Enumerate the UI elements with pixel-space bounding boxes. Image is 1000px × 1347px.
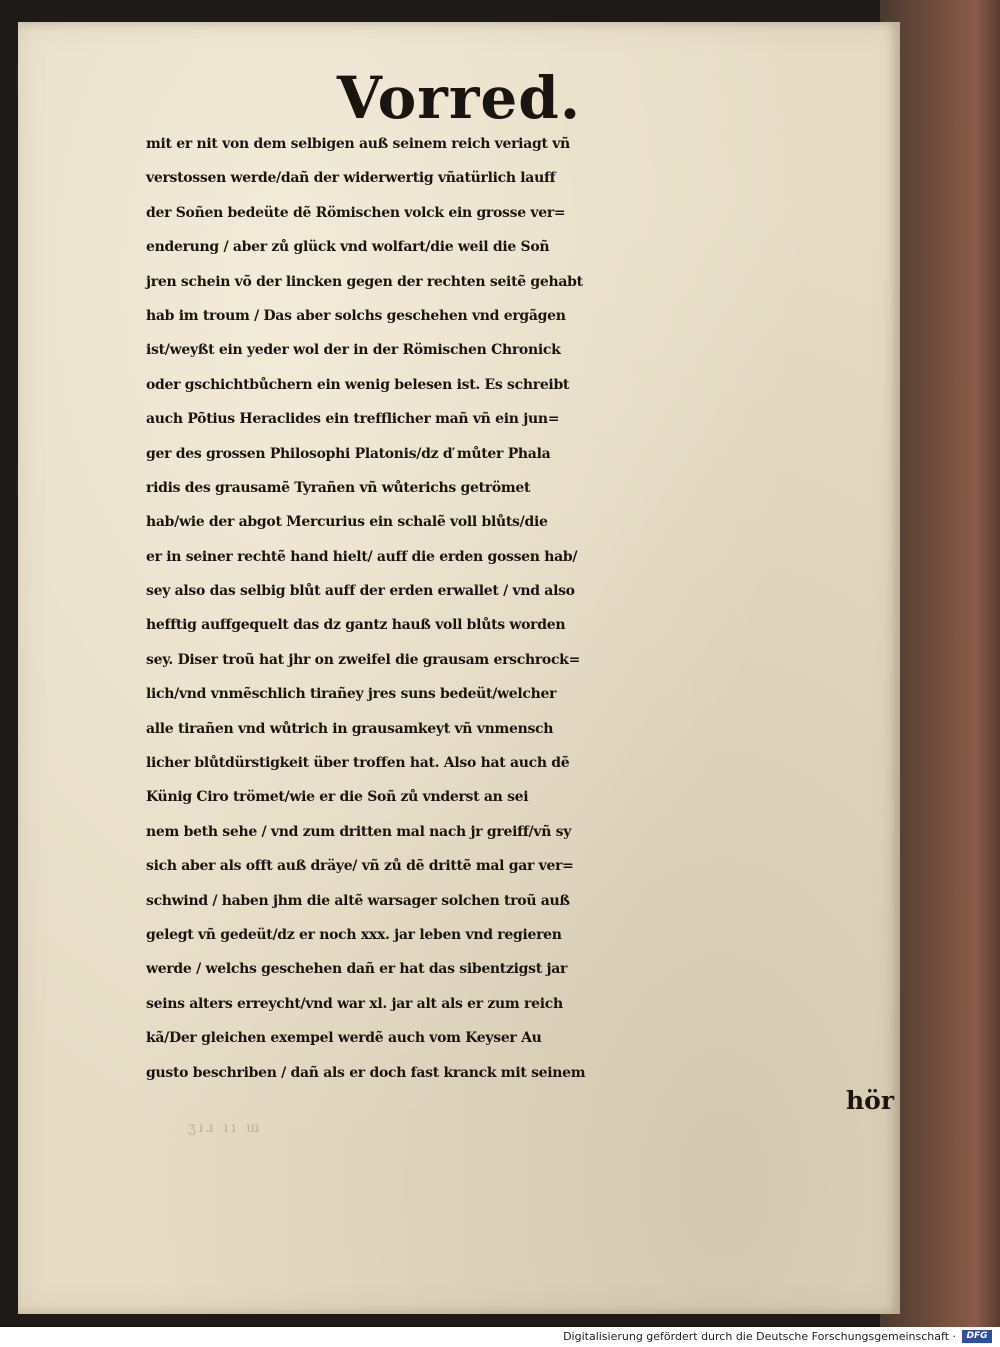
text-line: kã/Der gleichen exempel werdẽ auch vom Keyser Au — [146, 1030, 542, 1047]
text-line: hab/wie der abgot Mercurius ein schalẽ voll blůts/die — [146, 514, 548, 531]
text-line: sey also das selbig blůt auff der erden erwallet / vnd also — [146, 583, 575, 600]
text-line: jren schein võ der lincken gegen der rechten seitẽ gehabt — [146, 273, 583, 290]
text-line: sich aber als offt auß dräye/ vñ zů dẽ drittẽ mal gar ver= — [146, 858, 574, 875]
text-line: nem beth sehe / vnd zum dritten mal nach jr greiff/vñ sy — [146, 823, 572, 840]
text-line: ist/weyßt ein yeder wol der in der Römischen Chronick — [146, 342, 561, 359]
text-line: der Soñen bedeüte dẽ Römischen volck ein grosse ver= — [146, 204, 566, 221]
text-line: sey. Diser troũ hat jhr on zweifel die grausam erschrock= — [146, 651, 581, 668]
catchword: hör — [846, 1086, 895, 1115]
text-line: seins alters erreycht/vnd war xl. jar alt als er zum reich — [146, 995, 563, 1012]
text-line: schwind / haben jhm die altẽ warsager solchen troũ auß — [146, 892, 570, 909]
funding-credit: Digitalisierung gefördert durch die Deutsche Forschungsgemeinschaft · — [563, 1330, 956, 1343]
text-line: werde / welchs geschehen dañ er hat das sibentzigst jar — [146, 961, 568, 978]
text-line: ger des grossen Philosophi Platonis/dz ď můter Phala — [146, 445, 551, 462]
page-header: Vorred. — [336, 64, 582, 132]
text-line: Künig Ciro trömet/wie er die Soñ zů vnderst an sei — [146, 789, 529, 806]
text-line: oder gschichtbůchern ein wenig belesen ist. Es schreibt — [146, 376, 570, 393]
text-line: enderung / aber zů glück vnd wolfart/die weil die Soñ — [146, 239, 550, 256]
book-page — [18, 22, 900, 1314]
text-line: er in seiner rechtẽ hand hielt/ auff die erden gossen hab/ — [146, 548, 578, 565]
text-line: gusto beschriben / dañ als er doch fast kranck mit seinem — [146, 1064, 586, 1081]
text-line: ridis des grausamẽ Tyrañen vñ wůterichs getrömet — [146, 479, 531, 496]
text-line: gelegt vñ gedeüt/dz er noch xxx. jar leben vnd regieren — [146, 926, 562, 943]
text-line: licher blůtdürstigkeit über troffen hat. Also hat auch dẽ — [146, 755, 570, 772]
text-line: auch Põtius Heraclides ein trefflicher mañ vñ ein jun= — [146, 411, 560, 428]
text-line: hefftig auffgequelt das dz gantz hauß voll blůts worden — [146, 617, 566, 634]
text-line: mit er nit von dem selbigen auß seinem reich veriagt vñ — [146, 136, 570, 152]
text-line: hab im troum / Das aber solchs geschehen vnd ergãgen — [146, 307, 566, 324]
body-text — [146, 127, 906, 1090]
footer-bar — [0, 1327, 1000, 1347]
text-line: verstossen werde/dañ der widerwertig vñatürlich lauff — [146, 170, 556, 187]
dfg-logo: DFG — [962, 1330, 992, 1343]
bleed-through: ʒıɹ ıı ɯ — [188, 1120, 263, 1136]
text-line: lich/vnd vnmẽschlich tirañey jres suns bedeüt/welcher — [146, 686, 557, 703]
text-line: alle tirañen vnd wůtrich in grausamkeyt vñ vnmensch — [146, 720, 554, 737]
